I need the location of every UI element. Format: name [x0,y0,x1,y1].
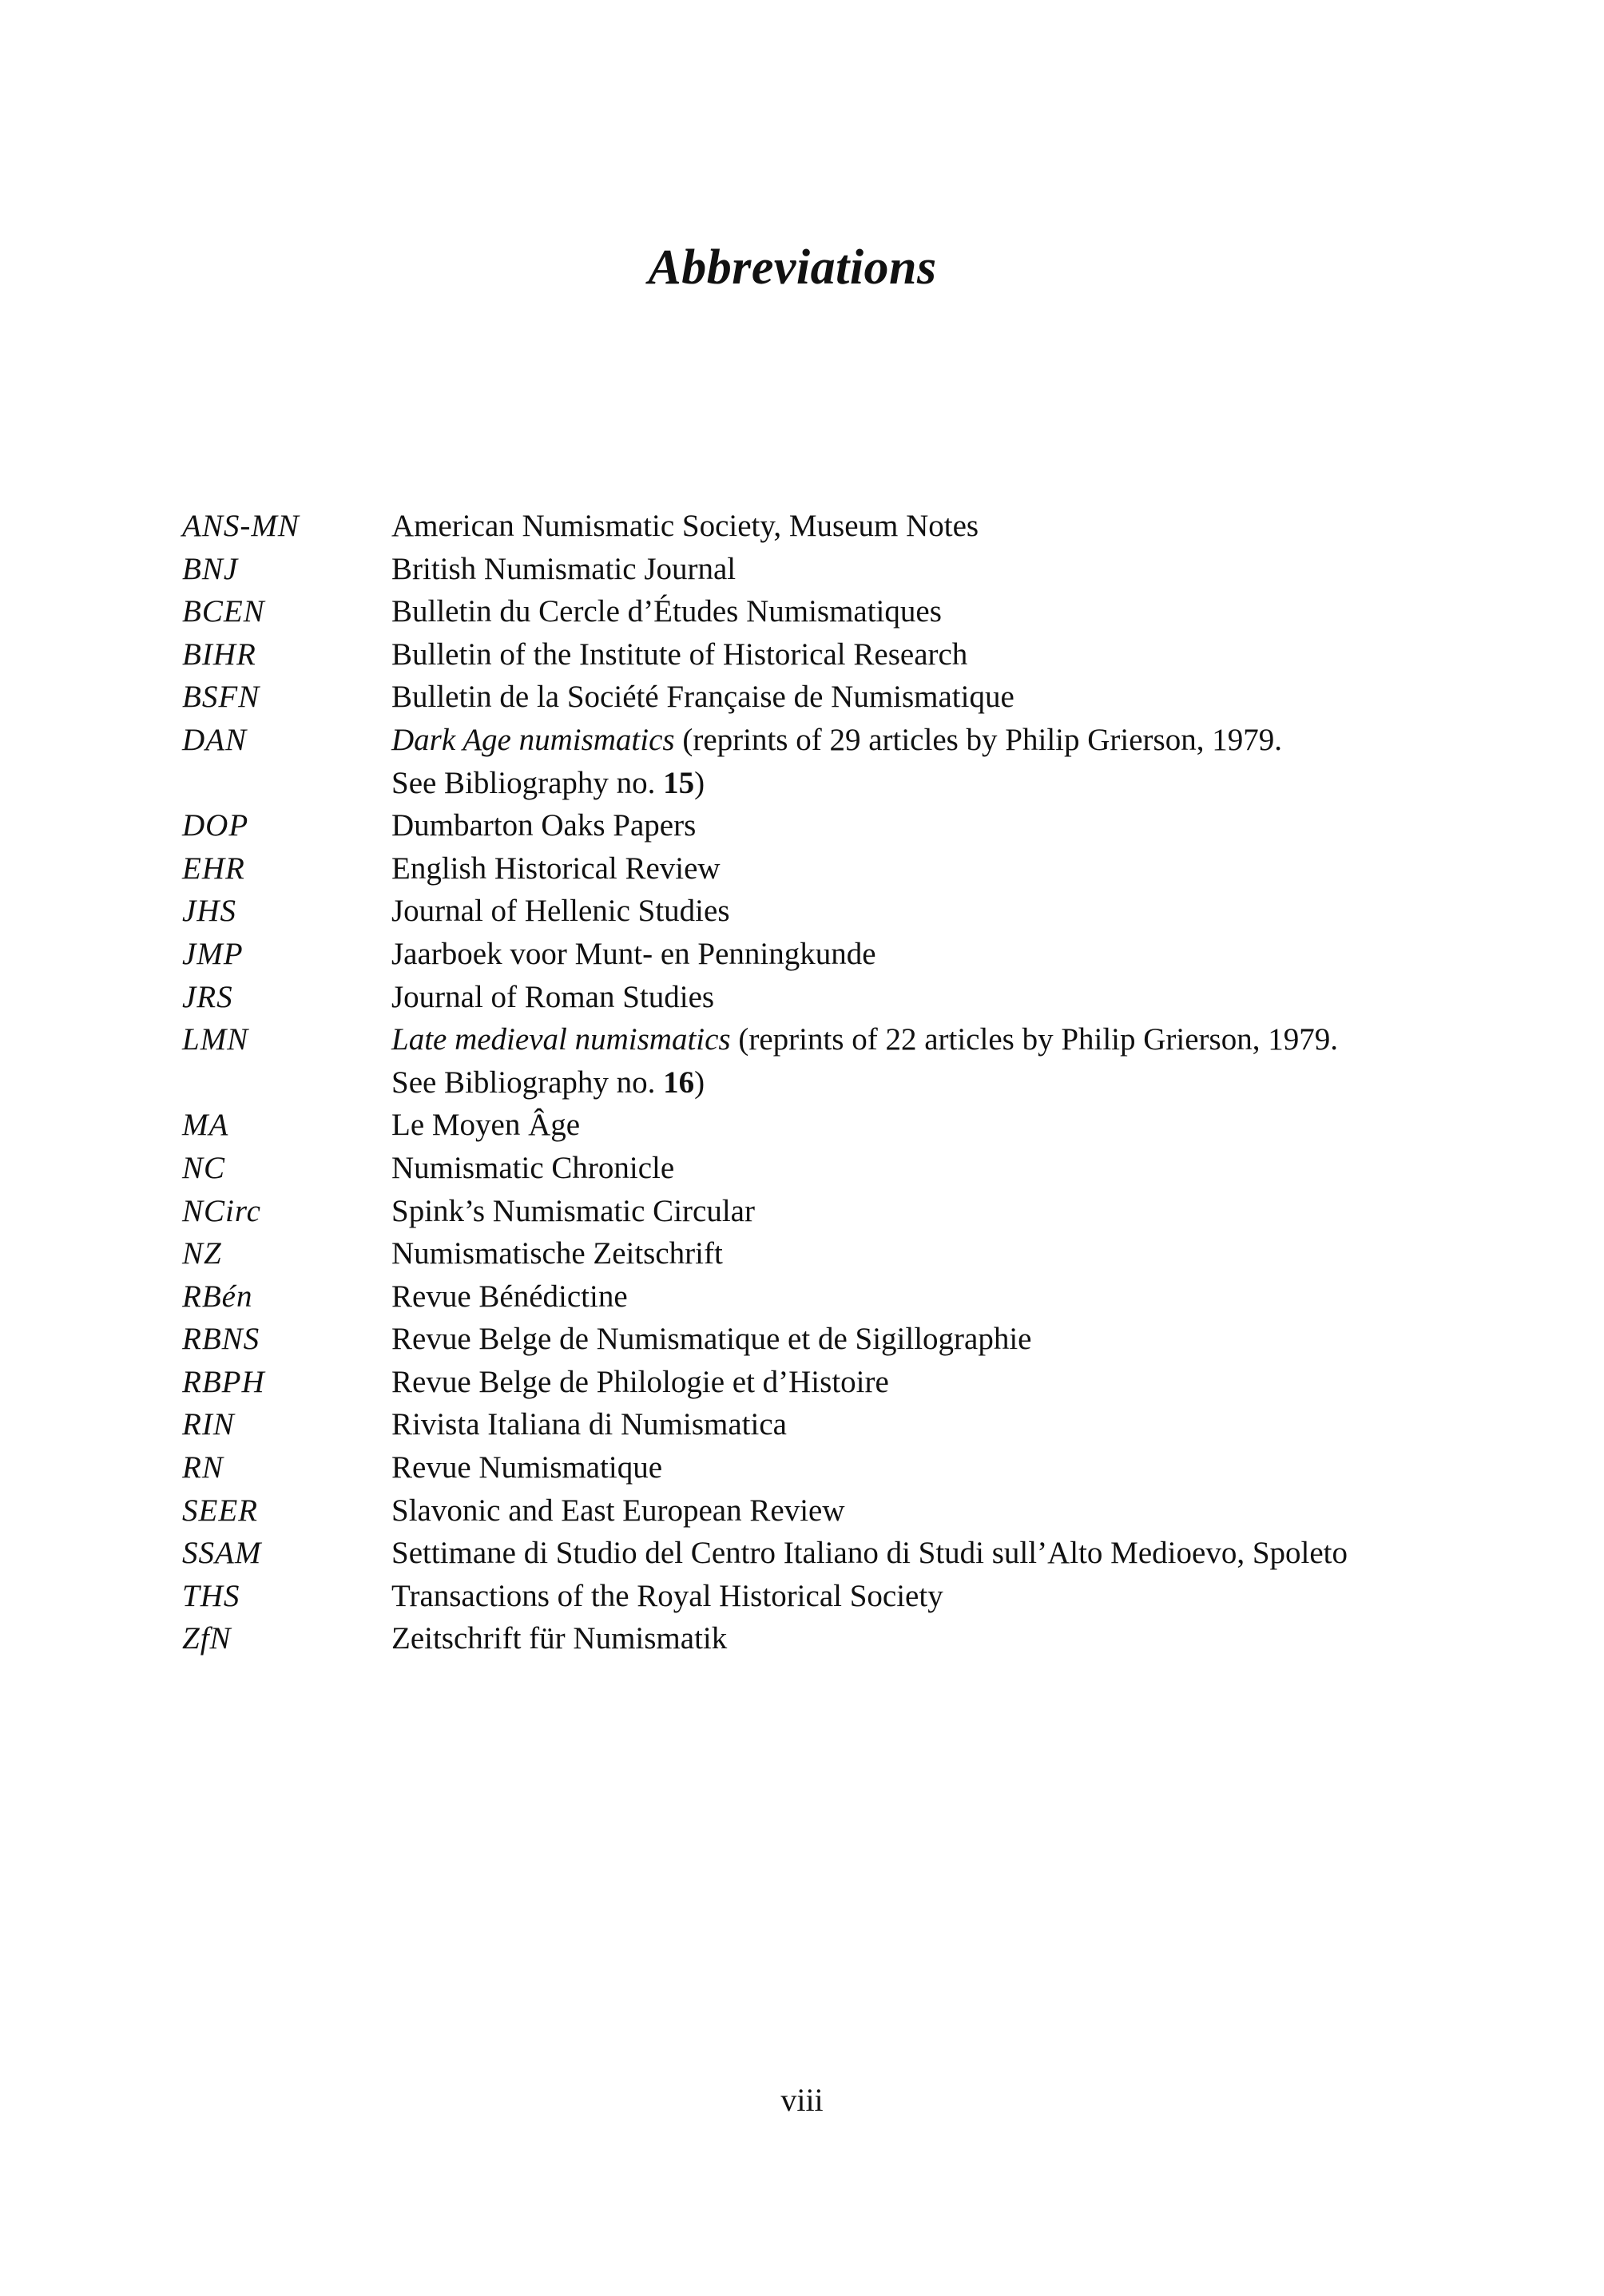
abbreviation-expansion: English Historical Review [391,851,721,886]
abbreviation-entry [182,1275,1428,1319]
abbreviation: SEER [182,1493,258,1528]
abbreviation: RBén [182,1279,253,1314]
page-title: Abbreviations [648,240,937,295]
abbreviation-entry [182,1532,1428,1575]
abbreviation: BCEN [182,594,265,629]
abbreviation: MA [182,1108,229,1143]
abbreviation: NC [182,1150,226,1185]
abbreviation-expansion: Numismatische Zeitschrift [391,1236,723,1271]
abbreviation-entry [182,676,1428,719]
abbreviation-entry [182,1361,1428,1404]
abbreviation-expansion: Numismatic Chronicle [391,1150,675,1185]
abbreviation: BIHR [182,636,256,672]
abbreviation-expansion [391,719,1428,804]
abbreviation-entry [182,1147,1428,1190]
abbreviation: ANS-MN [182,509,300,543]
abbreviation-entry [182,1446,1428,1489]
closing-paren: ) [694,765,705,800]
abbreviation: BNJ [182,551,239,586]
abbreviation: NCirc [182,1193,261,1228]
abbreviation: JRS [182,979,233,1014]
abbreviation-entry [182,847,1428,890]
bibliography-number: 15 [663,765,695,800]
abbreviation-entry [182,1318,1428,1361]
expansion-line [391,762,1428,805]
abbreviation-expansion [391,1018,1428,1104]
abbreviation-entry [182,1104,1428,1147]
expansion-note: (reprints of 29 articles by Philip Grierson, 1979. [674,722,1282,757]
abbreviation-expansion: Revue Belge de Philologie et d’Histoire [391,1364,889,1399]
abbreviation-entry [182,890,1428,933]
expansion-title: Late medieval numismatics [391,1022,731,1057]
abbreviation: EHR [182,851,245,886]
abbreviation-expansion: Spink’s Numismatic Circular [391,1193,755,1228]
expansion-line [391,1018,1428,1061]
abbreviation-expansion: Revue Belge de Numismatique et de Sigillographie [391,1322,1032,1357]
abbreviation: RBNS [182,1322,260,1357]
abbreviation-entry [182,1489,1428,1533]
abbreviation-expansion: Dumbarton Oaks Papers [391,808,697,843]
abbreviation-entry [182,719,1428,804]
abbreviation: LMN [182,1022,249,1057]
abbreviation-entry [182,1617,1428,1660]
abbreviation: RBPH [182,1364,265,1399]
abbreviation-expansion: Jaarboek voor Munt- en Penningkunde [391,936,876,971]
bibliography-ref: See Bibliography no. [391,1065,664,1100]
abbreviation: RN [182,1450,224,1485]
abbreviation-expansion: Le Moyen Âge [391,1108,581,1143]
abbreviation: DOP [182,808,249,843]
abbreviation-expansion: American Numismatic Society, Museum Notes [391,509,979,543]
abbreviation: BSFN [182,680,260,715]
abbreviation-expansion: Rivista Italiana di Numismatica [391,1407,787,1442]
abbreviation-expansion: Revue Numismatique [391,1450,663,1485]
abbreviations-list [182,505,1428,1660]
abbreviation-expansion: Bulletin of the Institute of Historical Research [391,636,968,672]
abbreviation-expansion: British Numismatic Journal [391,551,736,586]
abbreviation-entry [182,933,1428,976]
abbreviation: SSAM [182,1536,262,1571]
bibliography-ref: See Bibliography no. [391,765,664,800]
abbreviation: JMP [182,936,244,971]
abbreviation: RIN [182,1407,235,1442]
closing-paren: ) [694,1065,705,1100]
bibliography-number: 16 [663,1065,695,1100]
abbreviation-expansion: Journal of Hellenic Studies [391,894,730,929]
abbreviation-expansion: Journal of Roman Studies [391,979,715,1014]
abbreviation-expansion: Zeitschrift für Numismatik [391,1621,728,1656]
abbreviation: NZ [182,1236,222,1271]
abbreviation-entry [182,505,1428,548]
abbreviation-entry [182,976,1428,1019]
abbreviation-entry [182,633,1428,676]
abbreviation-expansion: Slavonic and East European Review [391,1493,845,1528]
abbreviation-entry [182,548,1428,591]
abbreviation-entry [182,1190,1428,1233]
abbreviation-expansion: Revue Bénédictine [391,1279,628,1314]
expansion-line [391,719,1428,762]
expansion-note: (reprints of 22 articles by Philip Grierson, 1979. [730,1022,1338,1057]
abbreviation-expansion: Bulletin de la Société Française de Numismatique [391,680,1014,715]
abbreviation-expansion: Settimane di Studio del Centro Italiano di Studi sull’Alto Medioevo, Spoleto [391,1536,1348,1571]
abbreviation: JHS [182,894,236,929]
abbreviation-entry [182,1575,1428,1618]
abbreviation-entry [182,804,1428,847]
abbreviation: DAN [182,722,247,757]
expansion-title: Dark Age numismatics [391,722,675,757]
page-number: viii [780,2082,824,2118]
abbreviation-entry [182,590,1428,633]
abbreviation: THS [182,1578,240,1613]
abbreviation-expansion: Bulletin du Cercle d’Études Numismatiques [391,594,942,629]
abbreviation: ZfN [182,1621,232,1656]
abbreviation-entry [182,1403,1428,1446]
abbreviation-entry [182,1232,1428,1275]
expansion-line [391,1061,1428,1104]
abbreviation-expansion: Transactions of the Royal Historical Society [391,1578,943,1613]
abbreviation-entry [182,1018,1428,1104]
